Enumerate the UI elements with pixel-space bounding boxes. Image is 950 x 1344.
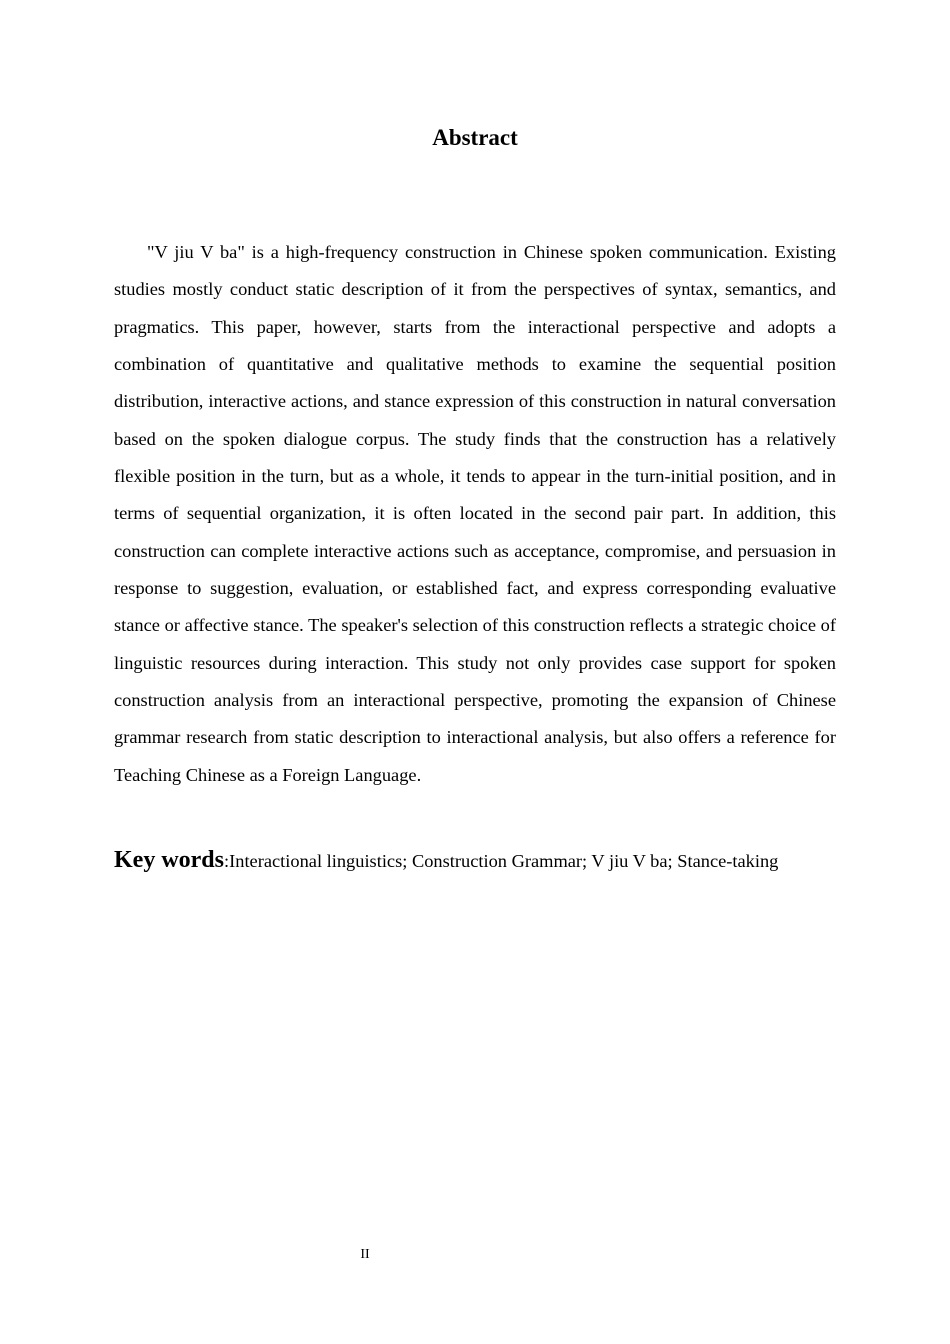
abstract-body: "V jiu V ba" is a high-frequency construction in Chinese spoken communication. Existing studies mostly conduct static description of it from the perspectives of syntax, semantics, and pragmatics. This paper, however, starts from the interactional perspective and adopts a combination of quantitative and qualitative methods to examine the sequential position distribution, interactive actions, and stance expression of this construction in natural conversation based on the spoken dialogue corpus. The study finds that the construction has a relatively flexible position in the turn, but as a whole, it tends to appear in the turn-initial position, and in terms of sequential organization, it is often located in the second pair part. In addition, this construction can complete interactive actions such as acceptance, compromise, and persuasion in response to suggestion, evaluation, or established fact, and express corresponding evaluative stance or affective stance. The speaker's selection of this construction reflects a strategic choice of linguistic resources during interaction. This study not only provides case support for spoken construction analysis from an interactional perspective, promoting the expansion of Chinese grammar research from static description to interactional analysis, but also offers a reference for Teaching Chinese as a Foreign Language. bbox=[114, 242, 836, 785]
keywords-separator: : bbox=[224, 851, 230, 871]
keywords-list: Interactional linguistics; Construction Grammar; V jiu V ba; Stance-taking bbox=[229, 851, 779, 871]
abstract-title: Abstract bbox=[432, 125, 518, 150]
page-number: II bbox=[360, 1247, 370, 1262]
keywords-line bbox=[114, 840, 836, 881]
keywords-label: Key words bbox=[114, 847, 224, 873]
